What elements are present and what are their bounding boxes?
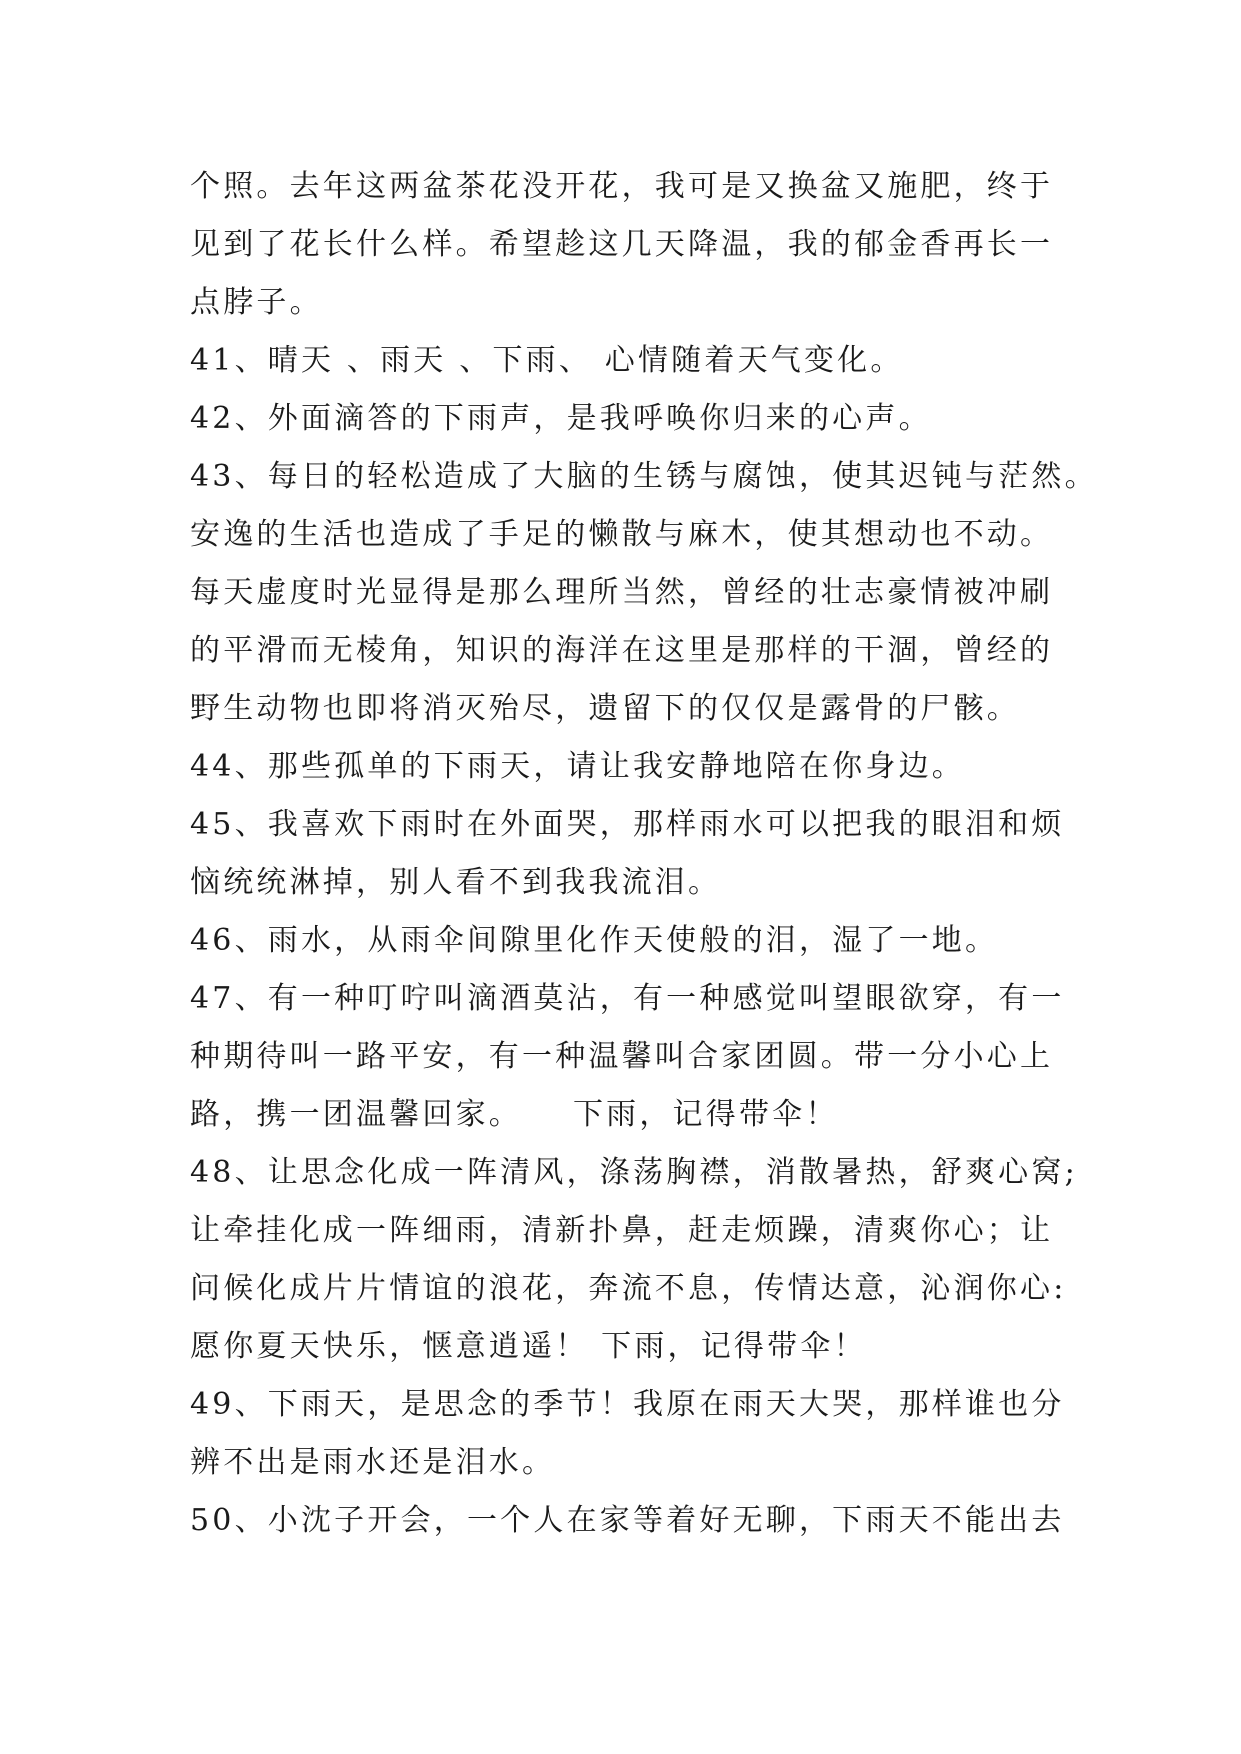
list-item-44: 44、那些孤单的下雨天，请让我安静地陪在你身边。 xyxy=(190,749,965,784)
text-line: 问候化成片片情谊的浪花，奔流不息，传情达意，沁润你心: xyxy=(190,1271,1067,1306)
list-item-42: 42、外面滴答的下雨声，是我呼唤你归来的心声。 xyxy=(190,401,932,436)
text-line: 种期待叫一路平安，有一种温馨叫合家团圆。带一分小心上 xyxy=(190,1039,1054,1074)
list-item-43: 43、每日的轻松造成了大脑的生锈与腐蚀，使其迟钝与茫然。 xyxy=(190,459,1098,494)
text-line: 安逸的生活也造成了手足的懒散与麻木，使其想动也不动。 xyxy=(190,517,1054,552)
text-line: 恼统统淋掉，别人看不到我我流泪。 xyxy=(190,865,722,900)
text-line: 让牵挂化成一阵细雨，清新扑鼻，赶走烦躁，清爽你心；让 xyxy=(190,1213,1054,1248)
list-item-41: 41、晴天 、雨天 、下雨、 心情随着天气变化。 xyxy=(190,343,904,378)
text-line: 野生动物也即将消灭殆尽，遗留下的仅仅是露骨的尸骸。 xyxy=(190,691,1020,726)
list-item-49: 49、下雨天，是思念的季节！我原在雨天大哭，那样谁也分 xyxy=(190,1387,1065,1422)
text-line: 的平滑而无棱角，知识的海洋在这里是那样的干涸，曾经的 xyxy=(190,633,1054,668)
text-line: 愿你夏天快乐，惬意逍遥！ 下雨，记得带伞！ xyxy=(190,1329,867,1364)
text-line: 每天虚度时光显得是那么理所当然，曾经的壮志豪情被冲刷 xyxy=(190,575,1054,610)
list-item-46: 46、雨水，从雨伞间隙里化作天使般的泪，湿了一地。 xyxy=(190,923,999,958)
text-line: 点脖子。 xyxy=(190,285,323,320)
text-line: 见到了花长什么样。希望趁这几天降温，我的郁金香再长一 xyxy=(190,227,1054,262)
list-item-45: 45、我喜欢下雨时在外面哭，那样雨水可以把我的眼泪和烦 xyxy=(190,807,1065,842)
list-item-50: 50、小沈子开会，一个人在家等着好无聊，下雨天不能出去 xyxy=(190,1503,1065,1538)
list-item-48: 48、让思念化成一阵清风，涤荡胸襟，消散暑热，舒爽心窝; xyxy=(190,1155,1078,1190)
text-line: 个照。去年这两盆茶花没开花，我可是又换盆又施肥，终于 xyxy=(190,169,1054,204)
text-line: 路，携一团温馨回家。 下雨，记得带伞！ xyxy=(190,1097,839,1132)
document-body xyxy=(190,158,1098,1550)
text-line: 辨不出是雨水还是泪水。 xyxy=(190,1445,556,1480)
list-item-47: 47、有一种叮咛叫滴酒莫沾，有一种感觉叫望眼欲穿，有一 xyxy=(190,981,1065,1016)
